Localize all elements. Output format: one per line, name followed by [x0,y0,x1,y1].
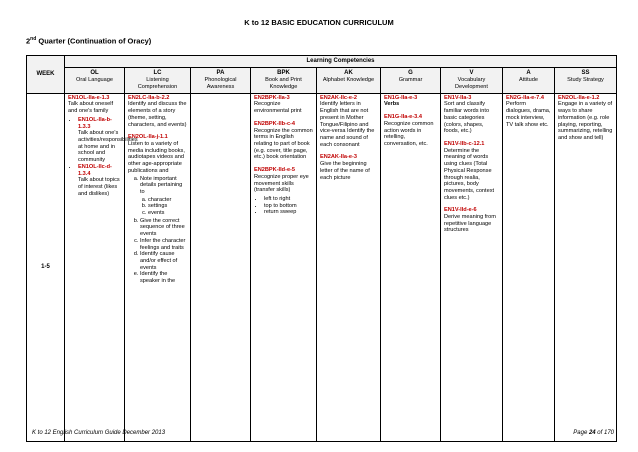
bullet-list [68,116,138,197]
column-header-bpk [251,68,317,94]
competency-code: EN2AK-IIc-e-2 [320,94,357,101]
competency-text: Identify letters in English that are not present in Mother Tongue/Filipino and vice-versa Identify the name and sound of each consonant [320,101,375,148]
list-item: • top to bottom [264,203,313,210]
competency-text: Talk about one's activities/responsibilities at home and in school and community [78,130,138,164]
week-row [27,93,617,441]
cell-v [441,93,503,441]
quarter-ordinal: 2 [26,36,31,46]
cell-ak [317,93,381,441]
sub-list-item: c. events [148,210,187,217]
competency-code: EN1V-IId-e-6 [444,207,477,214]
competency-code: EN1OL-IIa-b-1.3.3 [78,116,112,130]
competency-code: EN2G-IIa-e-7.4 [506,94,544,101]
column-name: Study Strategy [567,77,604,84]
column-code: OL [90,70,99,77]
column-code: G [408,70,413,77]
column-header-ol [65,68,125,94]
competency-text: Recognize proper eye movement skills (transfer skills) [254,173,309,194]
bullet-list [254,196,313,216]
competency-text: Verbs [384,101,400,108]
column-name: Oral Language [75,77,113,84]
competency-text: Recognize environmental print [254,101,302,115]
list-item [78,164,121,198]
quarter-heading [26,36,151,46]
curriculum-table [26,55,617,442]
sub-list-item: a. character [148,197,187,204]
page-mid: of [595,430,604,436]
page-prefix: Page [573,430,589,436]
cell-lc [125,93,191,441]
column-name: Vocabulary Development [455,77,488,91]
column-name: Grammar [398,77,423,84]
competency-code: EN1G-IIa-e-3 [384,94,418,101]
competency-code: EN1OL-IIc-d-1.3.4 [78,163,112,177]
document-title: K to 12 BASIC EDUCATION CURRICULUM [244,18,394,27]
week-header: WEEK [27,56,65,94]
list-item-text: Note important details pertaining to [140,175,183,195]
competency-text: Derive meaning from repetitive language structures [444,214,496,234]
footer-guide-label: K to 12 English Curriculum Guide December 2013 [32,430,166,436]
competency-text: Recognize the common terms in English relating to part of book (e.g. cover, title page, etc.) book orientation [254,127,313,161]
competency-text: Give the beginning letter of the name of each picture [320,161,370,181]
competency-code: EN2OL-IIa-j-1.1 [128,134,168,141]
sub-list [140,197,187,217]
competency-code: EN2LC-IIa-b-2.2 [128,94,170,101]
list-item: c. Infer the character feelings and traits [140,238,187,251]
competency-text: Sort and classify familiar words into basic categories (colors, shapes, foods, etc.) [444,101,490,135]
competency-code: EN1G-IIa-e-3.4 [384,114,422,121]
competency-code: EN2BPK-IIb-c-4 [254,120,296,127]
competency-code: EN1V-IIb-c-12.1 [444,141,485,147]
list-item: e. Identify the speaker in the [140,271,187,284]
column-code: SS [581,70,590,77]
list-item [140,176,187,217]
quarter-title: Quarter (Continuation of Oracy) [36,36,152,46]
total-pages: 170 [603,430,614,436]
competency-text: Talk about topics of interest (likes and dislikes) [78,177,120,197]
page-number [573,430,614,436]
list-item [78,116,138,164]
column-name: Phonological Awareness [204,77,237,91]
competency-text: Engage in a variety of ways to share information (e.g. role playing, reporting, summarizing, retelling and show and tell) [558,101,613,141]
quarter-ordinal-suffix: nd [30,36,37,42]
sub-list-item: b. settings [148,203,187,210]
competency-code: EN2BPK-IIa-3 [254,94,290,101]
cell-g [381,93,441,441]
competency-code: EN1V-IIa-3 [444,94,472,101]
week-value: 1-5 [27,93,65,441]
column-header-ak [317,68,381,94]
column-header-v [441,68,503,94]
column-code: PA [216,70,225,77]
competency-text: Listen to a variety of media including books, audiotapes videos and other age-appropriate publications and [128,141,185,174]
column-code: AK [344,70,353,77]
column-header-pa [191,68,251,94]
competency-text: Talk about oneself and one's family [68,101,114,115]
column-header-lc [125,68,191,94]
competencies-header: Learning Competencies [65,56,617,68]
list-item: • left to right [264,196,313,203]
competency-text: Perform dialogues, drama, mock interview, TV talk show etc. [506,101,551,128]
list-item: d. Identify cause and/or effect of events [140,251,187,271]
list-item: • return sweep [264,209,313,216]
competency-code: EN2BPK-IId-e-5 [254,167,296,174]
column-name: Attitude [519,77,538,84]
column-code: A [526,70,531,77]
column-code: V [469,70,474,77]
competency-text: Identify and discuss the elements of a story (theme, setting, characters, and events) [128,101,187,128]
competency-code: EN1OL-IIa-e-1.3 [68,94,110,101]
competency-code: EN2OL-IIa-e-1.2 [558,94,600,101]
cell-pa [191,93,251,441]
header-row-top [27,56,617,68]
column-header-a [503,68,555,94]
competency-text: Determine the meaning of words using clues (Total Physical Response through realia, pictures, body movements, context clues etc.) [444,147,495,201]
cell-bpk [251,93,317,441]
column-name: Listening Comprehension [137,77,178,91]
column-name: Book and Print Knowledge [265,77,302,91]
column-code: LC [153,70,162,77]
lettered-list [128,176,187,285]
cell-ss [555,93,617,441]
list-item: b. Give the correct sequence of three events [140,218,187,238]
header-row-columns [27,68,617,94]
competency-code: EN2AK-IIa-e-3 [320,154,357,161]
column-header-g [381,68,441,94]
competency-text: Recognize common action words in retelling, conversation, etc. [384,120,434,147]
current-page: 24 [588,430,596,436]
column-code: BPK [277,70,290,77]
cell-a [503,93,555,441]
column-name: Alphabet Knowledge [322,77,375,84]
column-header-ss [555,68,617,94]
